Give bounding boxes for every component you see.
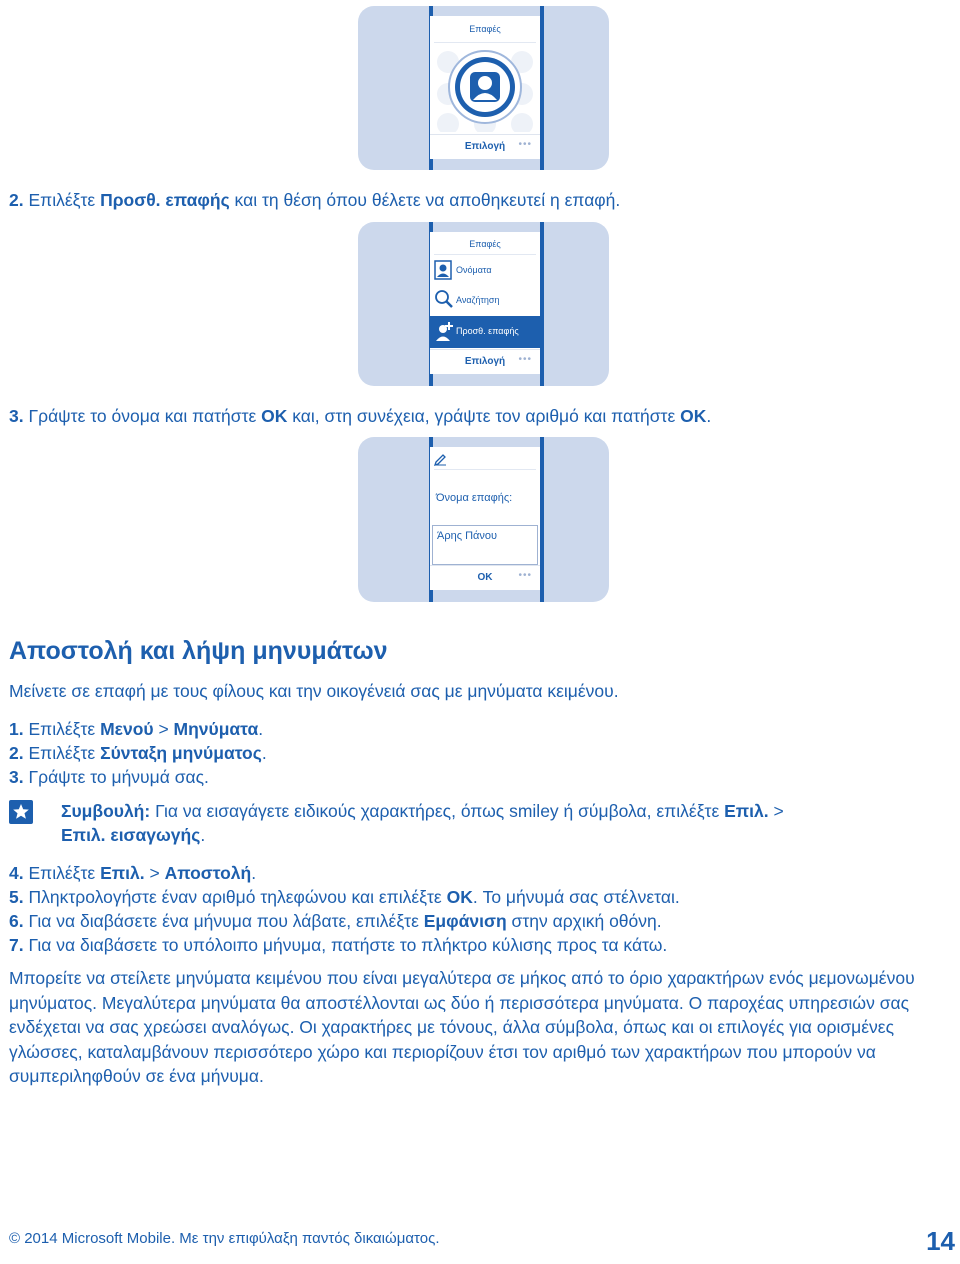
step-5: 5. Πληκτρολογήστε έναν αριθμό τηλεφώνου και επιλέξτε OK. Το μήνυμά σας στέλνεται. — [9, 887, 680, 907]
add-contact-icon — [433, 321, 455, 345]
menu-item-label: Ονόματα — [456, 265, 492, 275]
section-intro: Μείνετε σε επαφή με τους φίλους και την οικογένειά σας με μηνύματα κειμένου. — [9, 681, 619, 701]
phone-screen-contact-name — [430, 447, 540, 590]
star-icon — [9, 800, 33, 829]
menu-item-label: Προσθ. επαφής — [456, 326, 519, 336]
select-softkey[interactable]: Επιλογή — [464, 356, 506, 367]
more-options-icon[interactable]: ••• — [518, 570, 532, 581]
softkey-bar — [430, 565, 540, 590]
screen-title: Επαφές — [469, 24, 501, 34]
softkey-bar — [430, 134, 540, 159]
phone-screen-contacts — [430, 16, 540, 159]
screen-title: Επαφές — [469, 239, 501, 249]
step-3: 3. Γράψτε το όνομα και πατήστε OK και, στη συνέχεια, γράψτε τον αριθμό και πατήστε OK. — [9, 406, 712, 426]
long-message-paragraph: Μπορείτε να στείλετε μηνύματα κειμένου που είναι μεγαλύτερα σε μήκος από το όριο χαρακτήρων ενός μεμονωμένου μηνύματος. Μεγαλύτερα μηνύματα θα αποστέλλονται ως δύο ή περισσότερα μηνύματα. Ο παροχέας υπηρεσιών σας ενδέχεται να σας χρεώσει αναλόγως. Οι χαρακτήρες με τόνους, άλλα σύμβολα, όπως και οι επιλογές για ορισμένες γλώσσες, καταλαμβάνουν περισσότερο χώρο και περιορίζουν έτσι τον αριθμό των χαρακτήρων που μπορούν να συμπεριληφθούν σε ένα μήνυμα. — [9, 968, 915, 1086]
step-3-messages: 3. Γράψτε το μήνυμά σας. — [9, 767, 209, 787]
menu-item-search[interactable] — [430, 285, 540, 315]
softkey-bar — [430, 349, 540, 374]
step-6: 6. Για να διαβάσετε ένα μήνυμα που λάβατε, επιλέξτε Εμφάνιση στην αρχική οθόνη. — [9, 911, 662, 931]
select-softkey[interactable]: Επιλογή — [464, 141, 506, 152]
page-number: 14 — [926, 1226, 955, 1256]
copyright: © 2014 Microsoft Mobile. Με την επιφύλαξη παντός δικαιώματος. — [9, 1230, 440, 1247]
step-4: 4. Επιλέξτε Επιλ. > Αποστολή. — [9, 863, 257, 883]
ok-softkey[interactable]: OK — [477, 572, 493, 583]
contacts-icon[interactable] — [448, 50, 522, 129]
field-label: Όνομα επαφής: — [436, 492, 513, 504]
menu-item-names[interactable] — [430, 255, 540, 285]
contact-card-icon — [434, 260, 452, 282]
menu-item-label: Αναζήτηση — [456, 295, 500, 305]
section-heading: Αποστολή και λήψη μηνυμάτων — [9, 637, 388, 665]
tip: Συμβουλή: Για να εισαγάγετε ειδικούς χαρακτήρες, όπως smiley ή σύμβολα, επιλέξτε Επιλ. > — [61, 801, 784, 821]
contact-name-input[interactable]: Άρης Πάνου — [432, 525, 538, 565]
step-7: 7. Για να διαβάσετε το υπόλοιπο μήνυμα, πατήστε το πλήκτρο κύλισης προς τα κάτω. — [9, 935, 668, 955]
menu-item-add-contact[interactable] — [430, 316, 540, 348]
more-options-icon[interactable]: ••• — [518, 354, 532, 365]
search-icon — [434, 289, 454, 311]
step-1: 1. Επιλέξτε Μενού > Μηνύματα. — [9, 719, 264, 739]
more-options-icon[interactable]: ••• — [518, 139, 532, 150]
step-2-messages: 2. Επιλέξτε Σύνταξη μηνύματος. — [9, 743, 267, 763]
phone-screen-contacts-menu — [430, 232, 540, 374]
tip-continued: Επιλ. εισαγωγής. — [61, 825, 206, 845]
step-2: 2. Επιλέξτε Προσθ. επαφής και τη θέση όπου θέλετε να αποθηκευτεί η επαφή. — [9, 190, 621, 210]
